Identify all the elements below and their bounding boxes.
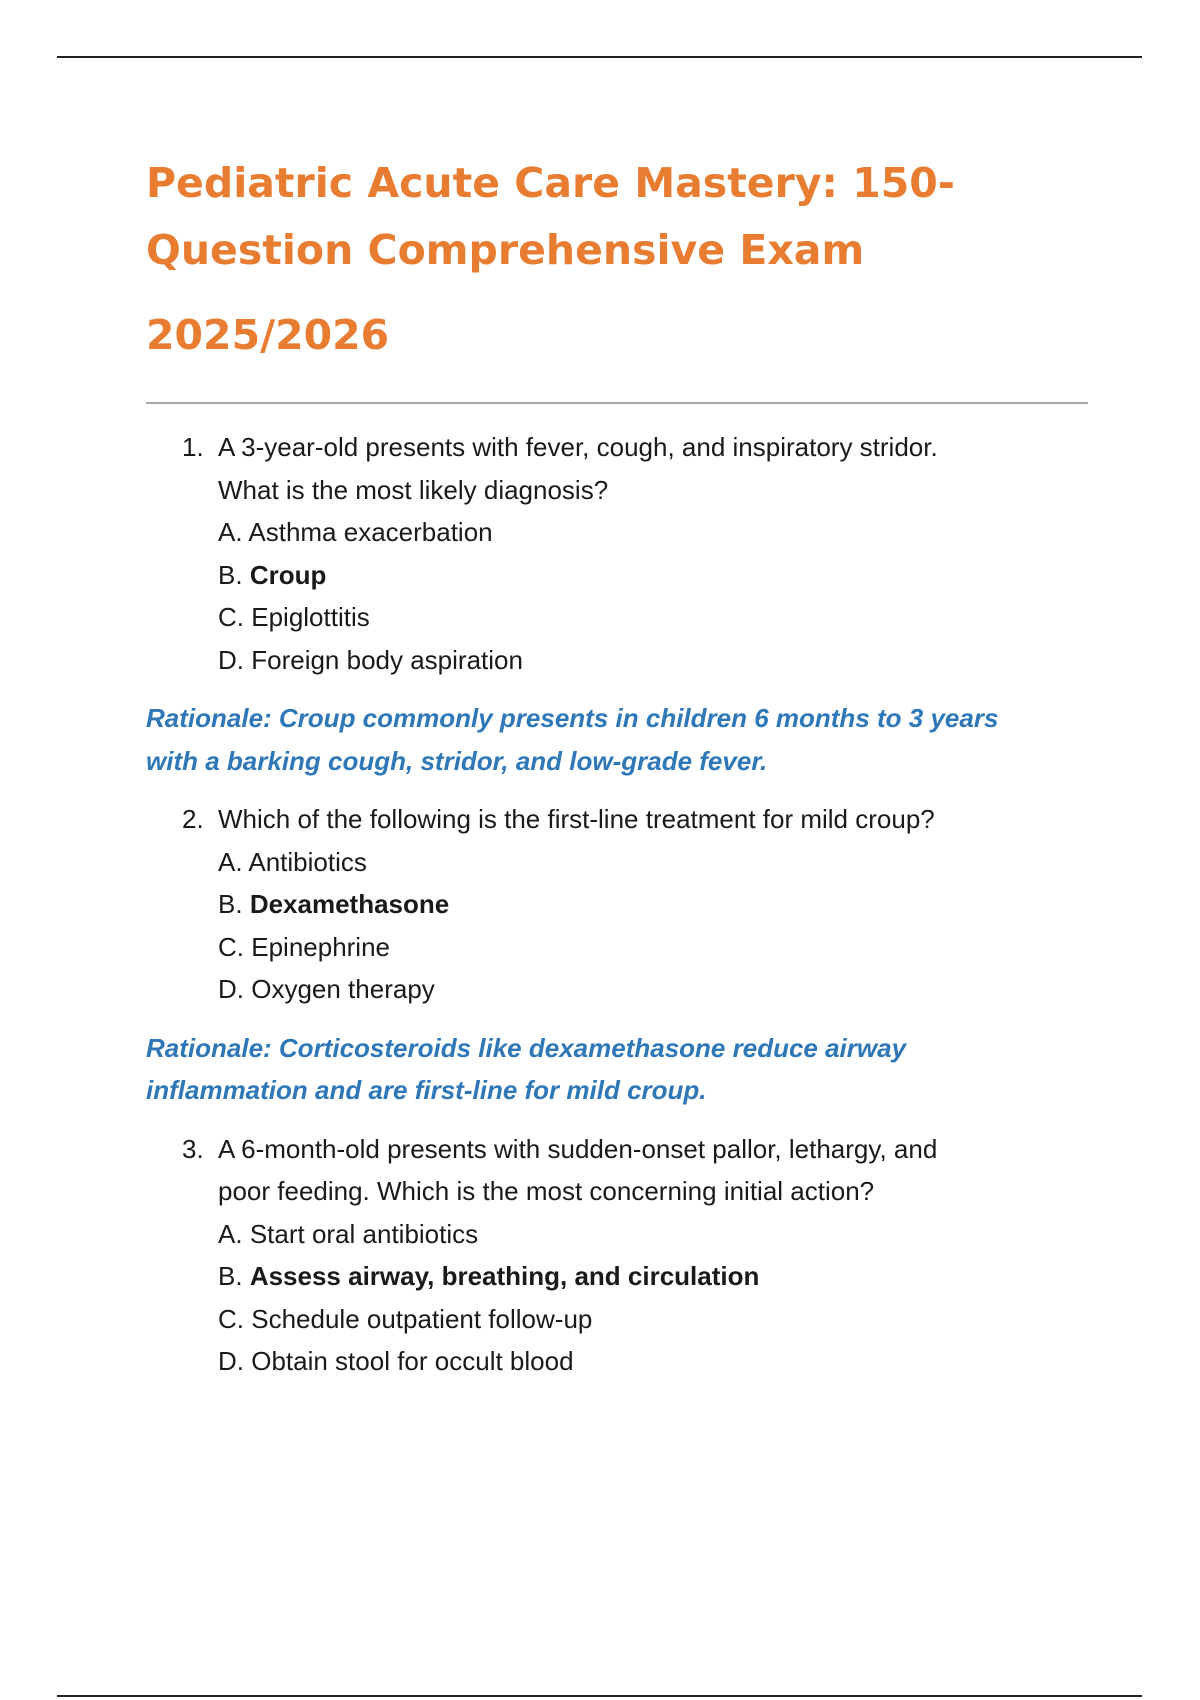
answer-option-a	[218, 511, 1092, 554]
option-text: Asthma exacerbation	[248, 517, 493, 547]
answer-option-b	[218, 883, 1092, 926]
option-text: Epinephrine	[251, 931, 391, 962]
rationale-2-wrapper	[146, 1027, 1092, 1112]
option-letter: C.	[218, 602, 244, 632]
question-list	[146, 426, 1092, 1383]
option-letter: A.	[218, 517, 243, 547]
option-text: Start oral antibiotics	[249, 1218, 479, 1249]
title-divider	[146, 402, 1088, 404]
rationale-1-wrapper	[146, 697, 1092, 782]
question-text: A 6-month-old presents with sudden-onset pallor, lethargy, and	[218, 1133, 938, 1164]
correct-answer-text: Assess airway, breathing, and circulation	[249, 1261, 760, 1291]
option-text: Epiglottitis	[251, 602, 370, 632]
option-text: Obtain stool for occult blood	[251, 1346, 574, 1376]
option-letter: B.	[218, 889, 243, 919]
answer-option-c	[218, 596, 1092, 639]
exam-document	[146, 150, 1092, 1383]
option-letter: D.	[218, 644, 244, 675]
rationale-line: Rationale: Corticosteroids like dexamethasone reduce airway	[146, 1032, 907, 1063]
question-text: What is the most likely diagnosis?	[218, 474, 609, 505]
option-letter: B.	[218, 559, 243, 590]
rationale-line: inflammation and are first-line for mild croup.	[146, 1075, 707, 1105]
question-text: Which of the following is the first-line treatment for mild croup?	[218, 804, 935, 834]
correct-answer-text: Croup	[249, 559, 327, 590]
question-2	[146, 798, 1092, 1011]
answer-option-d	[218, 1340, 1092, 1383]
correct-answer-text: Dexamethasone	[249, 889, 450, 919]
option-letter: D.	[218, 1346, 244, 1376]
document-title	[146, 150, 1092, 369]
title-year: 2025/2026	[146, 311, 390, 359]
question-number: 1.	[182, 432, 204, 462]
answer-option-d	[218, 639, 1092, 682]
title-line: Pediatric Acute Care Mastery: 150-	[146, 159, 955, 207]
question-number: 3.	[182, 1133, 204, 1164]
rationale-1	[146, 697, 1092, 782]
option-letter: C.	[218, 931, 244, 962]
option-letter: C.	[218, 1303, 244, 1334]
option-text: Foreign body aspiration	[251, 644, 523, 675]
answer-option-a	[218, 1213, 1092, 1256]
answer-option-d	[218, 968, 1092, 1011]
question-text: poor feeding. Which is the most concerning initial action?	[218, 1176, 875, 1206]
question-number: 2.	[182, 804, 204, 834]
option-text: Oxygen therapy	[251, 974, 435, 1004]
answer-option-c	[218, 1298, 1092, 1341]
title-line: Question Comprehensive Exam	[146, 226, 865, 274]
option-letter: A.	[218, 1218, 243, 1249]
rationale-2	[146, 1027, 1092, 1112]
rationale-line: with a barking cough, stridor, and low-grade fever.	[146, 745, 768, 776]
rationale-line: Rationale: Croup commonly presents in children 6 months to 3 years	[146, 703, 999, 733]
question-3	[146, 1128, 1092, 1383]
option-text: Schedule outpatient follow-up	[251, 1303, 593, 1334]
answer-option-b	[218, 1255, 1092, 1298]
option-letter: B.	[218, 1261, 243, 1291]
option-letter: D.	[218, 974, 244, 1004]
page-bottom-rule	[57, 1695, 1142, 1697]
answer-option-b	[218, 554, 1092, 597]
answer-option-c	[218, 926, 1092, 969]
page-top-rule	[57, 56, 1142, 58]
question-1	[146, 426, 1092, 681]
option-letter: A.	[218, 846, 243, 877]
question-text: A 3-year-old presents with fever, cough, and inspiratory stridor.	[218, 432, 938, 462]
answer-option-a	[218, 841, 1092, 884]
option-text: Antibiotics	[248, 846, 367, 877]
